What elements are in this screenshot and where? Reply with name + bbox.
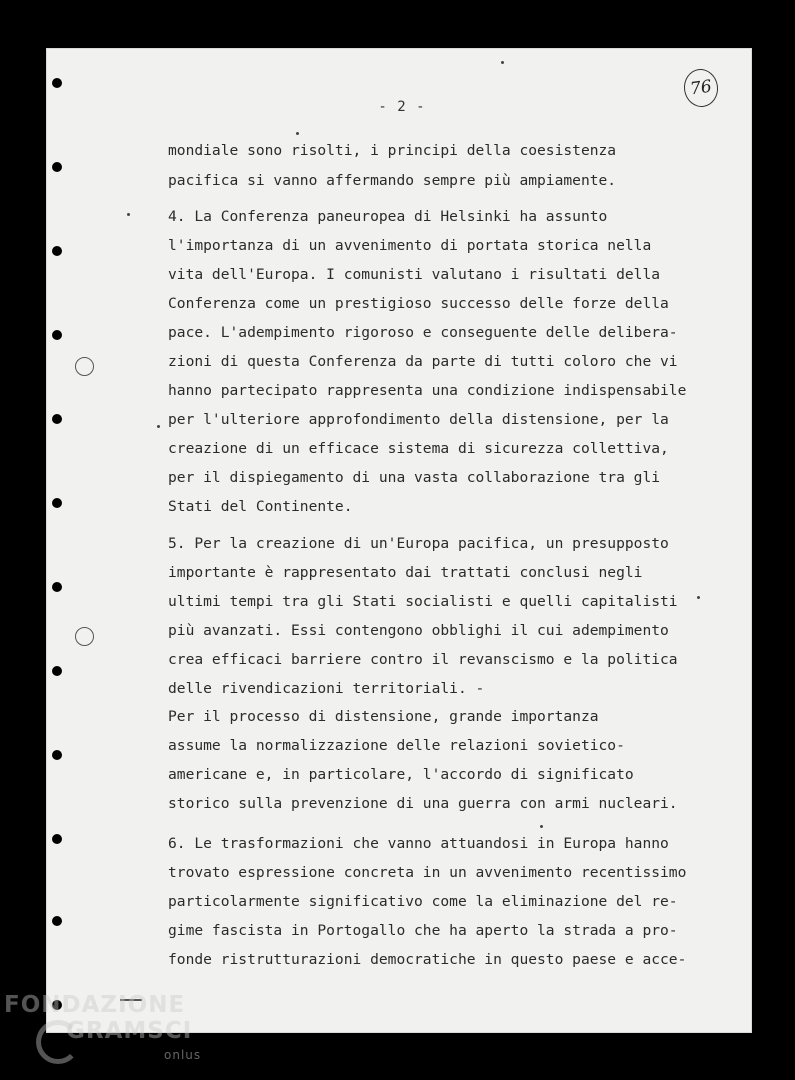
text-line: ultimi tempi tra gli Stati socialisti e quelli capitalisti [168,593,678,610]
text-line: mondiale sono risolti, i principi della coesistenza [168,142,617,159]
ink-speck [540,825,543,828]
text-line: trovato espressione concreta in un avvenimento recentissimo [168,864,687,881]
binder-hole [52,750,62,760]
binder-hole [52,1000,62,1010]
text-line: per l'ulteriore approfondimento della distensione, per la [168,411,669,428]
watermark-line-3: onlus [164,1048,202,1062]
ink-speck [127,213,130,216]
text-line: fonde ristrutturazioni democratiche in questo paese e acce- [168,951,687,968]
pencil-stroke [120,999,142,1001]
text-line: particolarmente significativo come la eliminazione del re- [168,893,678,910]
punch-ring [75,627,94,646]
binder-hole [52,666,62,676]
text-line: più avanzati. Essi contengono obblighi il cui adempimento [168,622,669,639]
binder-hole [52,246,62,256]
watermark-line-2: GRAMSCI [66,1018,193,1044]
binder-hole [52,330,62,340]
text-line: zioni di questa Conferenza da parte di tutti coloro che vi [168,353,678,370]
binder-hole [52,834,62,844]
text-line: per il dispiegamento di una vasta collaborazione tra gli [168,469,661,486]
binder-hole [52,498,62,508]
ink-speck [296,132,299,135]
text-line: delle rivendicazioni territoriali. - [168,680,485,697]
text-line: l'importanza di un avvenimento di portata storica nella [168,237,652,254]
ink-speck [157,425,160,428]
ink-speck [697,596,700,599]
binder-hole [52,582,62,592]
text-line: crea efficaci barriere contro il revanscismo e la politica [168,651,678,668]
text-line: storico sulla prevenzione di una guerra con armi nucleari. [168,795,678,812]
page-number: - 2 - [378,99,426,115]
text-line: creazione di un efficace sistema di sicurezza collettiva, [168,440,669,457]
ink-speck [501,61,504,64]
folio-number: 76 [682,67,721,109]
text-line: Conferenza come un prestigioso successo delle forze della [168,295,669,312]
text-line: hanno partecipato rappresenta una condizione indispensabile [168,382,687,399]
text-line: vita dell'Europa. I comunisti valutano i risultati della [168,266,661,283]
binder-hole [52,78,62,88]
text-line: americane e, in particolare, l'accordo di significato [168,766,634,783]
text-line: 5. Per la creazione di un'Europa pacifica, un presupposto [168,535,669,552]
text-line: Stati del Continente. [168,498,353,515]
text-line: 6. Le trasformazioni che vanno attuandosi in Europa hanno [168,835,669,852]
binder-hole [52,414,62,424]
watermark-line-1: FONDAZIONE [4,992,186,1018]
text-line: importante è rappresentato dai trattati conclusi negli [168,564,643,581]
text-line: 4. La Conferenza paneuropea di Helsinki ha assunto [168,208,608,225]
text-line: gime fascista in Portogallo che ha aperto la strada a pro- [168,922,678,939]
binder-hole [52,162,62,172]
text-line: assume la normalizzazione delle relazioni sovietico- [168,737,625,754]
text-line: Per il processo di distensione, grande importanza [168,708,599,725]
text-line: pacifica si vanno affermando sempre più ampiamente. [168,172,617,189]
punch-ring [75,357,94,376]
text-line: pace. L'adempimento rigoroso e conseguente delle delibera- [168,324,678,341]
binder-hole [52,916,62,926]
